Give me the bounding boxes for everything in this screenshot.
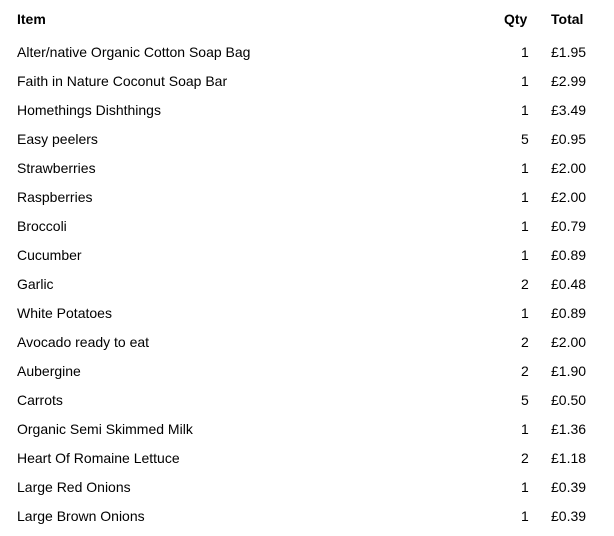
table-body: [0, 37, 614, 530]
item-total: £0.79: [551, 217, 587, 234]
item-name: White Potatoes: [17, 304, 112, 321]
item-name: Large Brown Onions: [17, 507, 145, 524]
item-qty: 1: [521, 72, 529, 89]
item-qty: 2: [521, 333, 529, 350]
item-total: £0.48: [551, 275, 587, 292]
item-total: £1.36: [551, 420, 587, 437]
item-qty: 1: [521, 159, 529, 176]
item-total: £1.95: [551, 43, 587, 60]
item-total: £1.90: [551, 362, 587, 379]
total-column-header: Total: [551, 10, 584, 27]
item-total: £3.49: [551, 101, 587, 118]
item-total: £0.39: [551, 507, 587, 524]
table-row: [0, 298, 614, 327]
item-qty: 1: [521, 304, 529, 321]
item-qty: 2: [521, 362, 529, 379]
item-total: £0.95: [551, 130, 587, 147]
item-total: £2.00: [551, 188, 587, 205]
item-name: Aubergine: [17, 362, 81, 379]
table-row: [0, 240, 614, 269]
item-total: £2.00: [551, 333, 587, 350]
item-qty: 1: [521, 217, 529, 234]
item-qty: 1: [521, 188, 529, 205]
item-name: Carrots: [17, 391, 63, 408]
item-total: £0.39: [551, 478, 587, 495]
item-name: Alter/native Organic Cotton Soap Bag: [17, 43, 251, 60]
table-row: [0, 472, 614, 501]
item-column-header: Item: [17, 10, 46, 27]
table-header-row: [0, 0, 614, 37]
table-row: [0, 327, 614, 356]
item-qty: 5: [521, 391, 529, 408]
table-row: [0, 356, 614, 385]
table-row: [0, 37, 614, 66]
item-qty: 1: [521, 246, 529, 263]
item-qty: 1: [521, 507, 529, 524]
item-name: Easy peelers: [17, 130, 98, 147]
item-name: Cucumber: [17, 246, 82, 263]
item-total: £2.99: [551, 72, 587, 89]
item-name: Heart Of Romaine Lettuce: [17, 449, 180, 466]
item-name: Large Red Onions: [17, 478, 131, 495]
table-row: [0, 443, 614, 472]
item-name: Raspberries: [17, 188, 93, 205]
table-row: [0, 124, 614, 153]
table-row: [0, 414, 614, 443]
item-name: Broccoli: [17, 217, 67, 234]
item-qty: 2: [521, 449, 529, 466]
item-qty: 5: [521, 130, 529, 147]
item-name: Avocado ready to eat: [17, 333, 150, 350]
item-qty: 1: [521, 43, 529, 60]
table-header: [0, 0, 614, 37]
item-total: £0.50: [551, 391, 587, 408]
table-row: [0, 211, 614, 240]
item-name: Faith in Nature Coconut Soap Bar: [17, 72, 228, 89]
item-qty: 2: [521, 275, 529, 292]
item-qty: 1: [521, 478, 529, 495]
item-name: Strawberries: [17, 159, 96, 176]
table-row: [0, 269, 614, 298]
table-row: [0, 501, 614, 530]
item-total: £0.89: [551, 246, 587, 263]
item-name: Organic Semi Skimmed Milk: [17, 420, 193, 437]
item-total: £0.89: [551, 304, 587, 321]
item-total: £2.00: [551, 159, 587, 176]
item-qty: 1: [521, 420, 529, 437]
table-row: [0, 182, 614, 211]
item-name: Garlic: [17, 275, 54, 292]
qty-column-header: Qty: [504, 10, 528, 27]
item-total: £1.18: [551, 449, 587, 466]
item-name: Homethings Dishthings: [17, 101, 161, 118]
table-row: [0, 66, 614, 95]
table-row: [0, 385, 614, 414]
item-qty: 1: [521, 101, 529, 118]
table-row: [0, 95, 614, 124]
table-row: [0, 153, 614, 182]
